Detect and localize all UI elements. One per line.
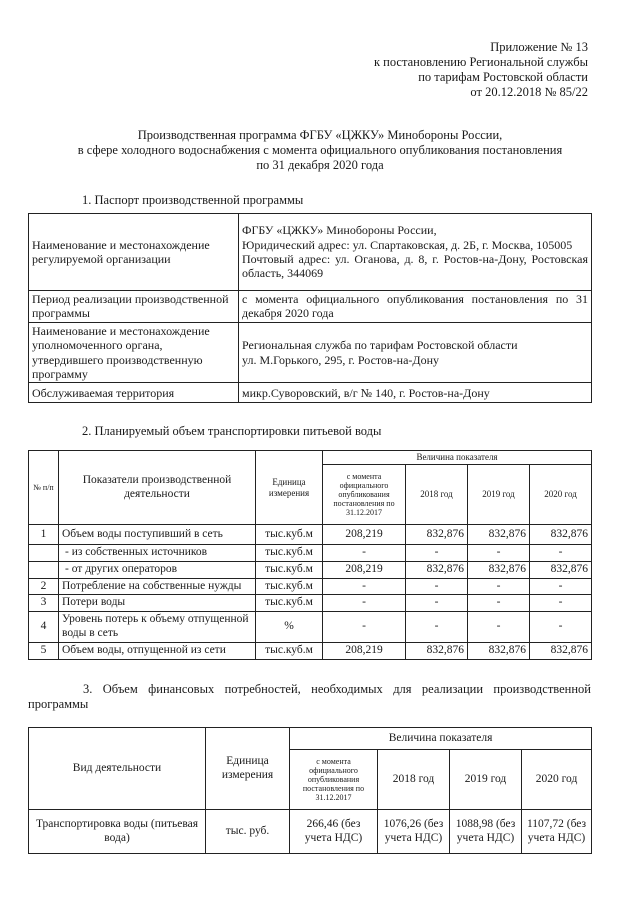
row-name: Уровень потерь к объему отпущенной воды в сеть — [59, 612, 256, 643]
appendix-number: Приложение № 13 — [490, 40, 588, 54]
header-indicator: Показатели производственной деятельности — [59, 451, 256, 525]
row-2020: 832,876 — [530, 642, 592, 659]
passport-row-organization — [29, 214, 592, 291]
passport-value — [239, 214, 592, 291]
passport-label: Период реализации производственной программы — [29, 291, 239, 323]
row-2020: 832,876 — [530, 561, 592, 578]
row-2020: - — [530, 595, 592, 612]
row-num: 1 — [29, 525, 59, 545]
row-2020: - — [530, 578, 592, 595]
row-period: - — [323, 612, 406, 643]
header-value-group: Величина показателя — [323, 451, 592, 465]
table-row — [29, 642, 592, 659]
row-period: - — [323, 545, 406, 562]
passport-row-authority — [29, 322, 592, 383]
header-2019: 2019 год — [450, 750, 522, 810]
section-3-heading: 3. Объем финансовых потребностей, необходимых для реализации производственной программы — [28, 682, 591, 711]
header-2018: 2018 год — [378, 750, 450, 810]
table-row — [29, 561, 592, 578]
row-name: Объем воды, отпущенной из сети — [59, 642, 256, 659]
row-period: - — [323, 595, 406, 612]
passport-value: с момента официального опубликования постановления по 31 декабря 2020 года — [239, 291, 592, 323]
title-line-2: в сфере холодного водоснабжения с момента официального опубликования постановления — [77, 143, 563, 157]
row-name: - от других операторов — [59, 561, 256, 578]
row-2018: 832,876 — [406, 561, 468, 578]
header-2019: 2019 год — [468, 465, 530, 525]
row-2018: 832,876 — [406, 642, 468, 659]
row-num: 4 — [29, 612, 59, 643]
row-num: 2 — [29, 578, 59, 595]
passport-value — [239, 322, 592, 383]
header-unit: Единица измерения — [206, 728, 290, 810]
title-line-1: Производственная программа ФГБУ «ЦЖКУ» Минобороны России, — [137, 128, 503, 142]
row-2018: - — [406, 595, 468, 612]
header-value-group: Величина показателя — [290, 728, 592, 750]
row-period: 208,219 — [323, 561, 406, 578]
table-row — [29, 525, 592, 545]
row-num: 5 — [29, 642, 59, 659]
row-2020: 1107,72 (без учета НДС) — [522, 810, 592, 854]
row-period: - — [323, 578, 406, 595]
passport-row-period — [29, 291, 592, 323]
row-2018: - — [406, 578, 468, 595]
row-period: 208,219 — [323, 525, 406, 545]
row-period: 266,46 (без учета НДС) — [290, 810, 378, 854]
row-2018: 832,876 — [406, 525, 468, 545]
passport-label: Наименование и местонахождение регулируемой организации — [29, 214, 239, 291]
row-unit: тыс.куб.м — [256, 525, 323, 545]
legal-address: Юридический адрес: ул. Спартаковская, д. 2Б, г. Москва, 105005 — [242, 237, 573, 252]
row-2020: - — [530, 545, 592, 562]
row-2020: - — [530, 612, 592, 643]
header-unit: Единица измерения — [256, 451, 323, 525]
authority-name: Региональная служба по тарифам Ростовской области — [242, 338, 518, 353]
header-period: с момента официального опубликования постановления по 31.12.2017 — [323, 465, 406, 525]
passport-value: микр.Суворовский, в/г № 140, г. Ростов-на-Дону — [239, 383, 592, 403]
table-row — [29, 545, 592, 562]
row-unit: тыс.куб.м — [256, 545, 323, 562]
appendix-agency: по тарифам Ростовской области — [418, 70, 588, 84]
row-period: 208,219 — [323, 642, 406, 659]
row-unit: % — [256, 612, 323, 643]
header-num: № п/п — [29, 451, 59, 525]
header-2020: 2020 год — [530, 465, 592, 525]
document-title — [20, 128, 620, 173]
table-row — [29, 595, 592, 612]
row-unit: тыс.куб.м — [256, 578, 323, 595]
section-1-heading: 1. Паспорт производственной программы — [82, 193, 304, 207]
row-2018: - — [406, 612, 468, 643]
passport-table — [28, 213, 592, 403]
row-unit: тыс.куб.м — [256, 595, 323, 612]
appendix-date: от 20.12.2018 № 85/22 — [470, 85, 588, 99]
row-2019: 832,876 — [468, 642, 530, 659]
row-2020: 832,876 — [530, 525, 592, 545]
header-period: с момента официального опубликования постановления по 31.12.2017 — [290, 750, 378, 810]
section-2-heading: 2. Планируемый объем транспортировки питьевой воды — [82, 424, 382, 438]
row-activity: Транспортировка воды (питьевая вода) — [29, 810, 206, 854]
row-name: - из собственных источников — [59, 545, 256, 562]
passport-label: Наименование и местонахождение уполномоченного органа, утвердившего производственную программу — [29, 322, 239, 383]
row-2018: 1076,26 (без учета НДС) — [378, 810, 450, 854]
postal-address: Почтовый адрес: ул. Оганова, д. 8, г. Ростов-на-Дону, Ростовская область, 344069 — [242, 252, 588, 281]
row-name: Объем воды поступивший в сеть — [59, 525, 256, 545]
table-row — [29, 810, 592, 854]
authority-address: ул. М.Горького, 295, г. Ростов-на-Дону — [242, 352, 439, 367]
financial-needs-table — [28, 727, 592, 854]
row-num — [29, 561, 59, 578]
row-name: Потребление на собственные нужды — [59, 578, 256, 595]
row-num — [29, 545, 59, 562]
row-2019: 832,876 — [468, 525, 530, 545]
passport-label: Обслуживаемая территория — [29, 383, 239, 403]
row-2018: - — [406, 545, 468, 562]
row-unit: тыс.куб.м — [256, 561, 323, 578]
row-unit: тыс.куб.м — [256, 642, 323, 659]
row-num: 3 — [29, 595, 59, 612]
row-name: Потери воды — [59, 595, 256, 612]
row-2019: - — [468, 612, 530, 643]
table-row — [29, 612, 592, 643]
appendix-resolution: к постановлению Региональной службы — [373, 55, 588, 69]
row-2019: - — [468, 545, 530, 562]
row-2019: - — [468, 595, 530, 612]
title-line-3: по 31 декабря 2020 года — [256, 158, 384, 172]
water-volume-table — [28, 450, 592, 660]
header-activity: Вид деятельности — [29, 728, 206, 810]
table-row — [29, 578, 592, 595]
row-2019: 1088,98 (без учета НДС) — [450, 810, 522, 854]
header-2020: 2020 год — [522, 750, 592, 810]
row-2019: 832,876 — [468, 561, 530, 578]
row-2019: - — [468, 578, 530, 595]
header-2018: 2018 год — [406, 465, 468, 525]
passport-row-territory — [29, 383, 592, 403]
appendix-header — [258, 40, 588, 100]
row-unit: тыс. руб. — [206, 810, 290, 854]
organization-name: ФГБУ «ЦЖКУ» Минобороны России, — [242, 223, 437, 238]
